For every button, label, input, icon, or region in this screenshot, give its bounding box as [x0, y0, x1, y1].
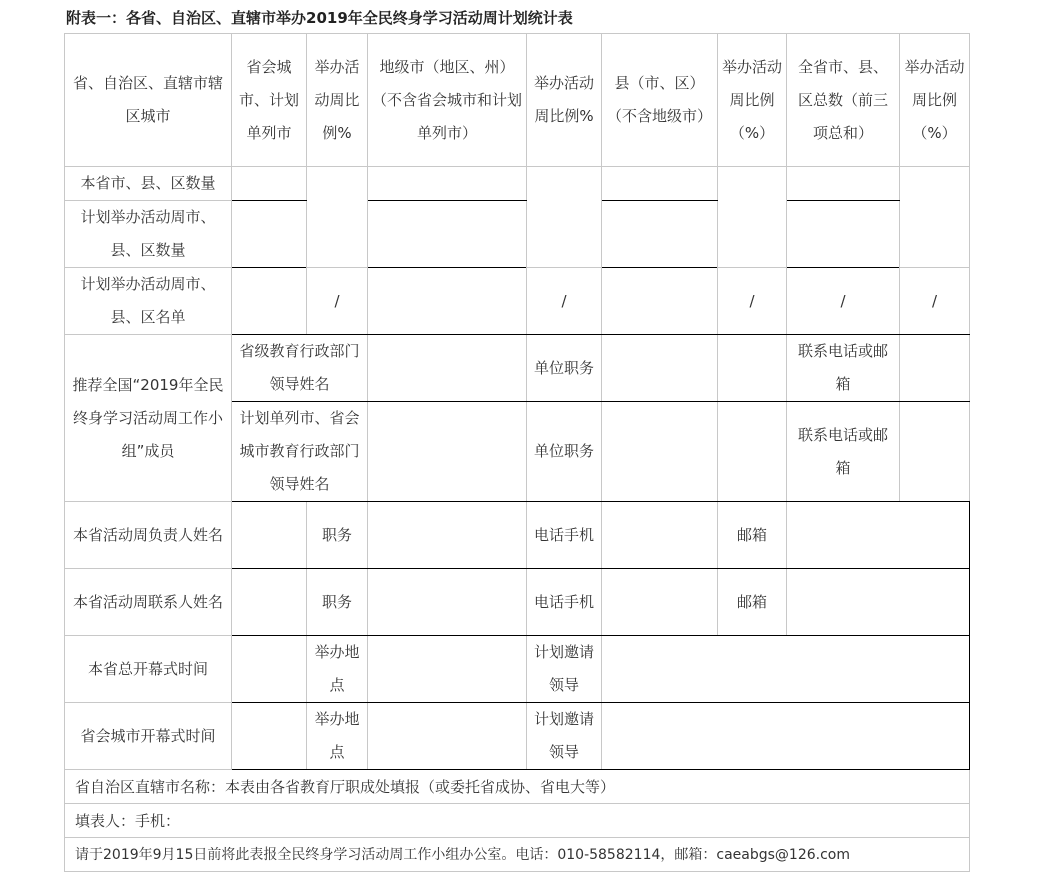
cell-empty[interactable] — [232, 268, 307, 335]
label-email: 邮箱 — [718, 502, 787, 569]
cell-empty[interactable] — [232, 636, 307, 703]
cell-empty[interactable] — [602, 167, 718, 201]
row-city-opening — [65, 703, 970, 770]
label-prov-open: 本省总开幕式时间 — [65, 636, 232, 703]
label-venue: 举办地点 — [307, 703, 368, 770]
label-contact: 联系电话或邮箱 — [787, 335, 900, 402]
row-plan-list — [65, 268, 970, 335]
label-unit-position: 单位职务 — [527, 402, 602, 502]
cell-empty[interactable] — [232, 201, 307, 268]
label-prov-leader: 省级教育行政部门领导姓名 — [232, 335, 368, 402]
label-plan-list: 计划举办活动周市、县、区名单 — [65, 268, 232, 335]
cell-empty[interactable] — [900, 335, 970, 402]
header-prefecture-cities: 地级市（地区、州）（不含省会城市和计划单列市） — [368, 34, 527, 167]
row-recommend-1 — [65, 335, 970, 402]
cell-empty[interactable] — [368, 703, 527, 770]
cell-empty[interactable] — [787, 569, 970, 636]
cell-empty[interactable] — [368, 636, 527, 703]
row-contact — [65, 569, 970, 636]
cell-empty[interactable] — [787, 502, 970, 569]
cell-slash: / — [307, 268, 368, 335]
label-phone: 电话手机 — [527, 502, 602, 569]
label-unit-position: 单位职务 — [527, 335, 602, 402]
label-city-open: 省会城市开幕式时间 — [65, 703, 232, 770]
label-venue: 举办地点 — [307, 636, 368, 703]
header-ratio-2: 举办活动周比例% — [527, 34, 602, 167]
note-line-1: 省自治区直辖市名称：本表由各省教育厅职成处填报（或委托省成协、省电大等） — [65, 770, 970, 804]
label-count: 本省市、县、区数量 — [65, 167, 232, 201]
cell-empty[interactable] — [602, 703, 970, 770]
header-region: 省、自治区、直辖市辖区城市 — [65, 34, 232, 167]
label-city-leader: 计划单列市、省会城市教育行政部门领导姓名 — [232, 402, 368, 502]
cell-empty[interactable] — [602, 335, 718, 402]
cell-empty[interactable] — [602, 201, 718, 268]
page-title: 附表一：各省、自治区、直辖市举办2019年全民终身学习活动周计划统计表 — [66, 9, 573, 27]
row-responsible — [65, 502, 970, 569]
label-position: 职务 — [307, 502, 368, 569]
cell-empty[interactable] — [368, 201, 527, 268]
label-email: 邮箱 — [718, 569, 787, 636]
cell-empty[interactable] — [232, 167, 307, 201]
cell-empty[interactable] — [602, 636, 970, 703]
header-counties: 县（市、区）（不含地级市） — [602, 34, 718, 167]
label-contact-person: 本省活动周联系人姓名 — [65, 569, 232, 636]
note-line-3: 请于2019年9月15日前将此表报全民终身学习活动周工作小组办公室。电话：010-58582114，邮箱：caeabgs@126.com — [65, 838, 970, 872]
label-invite: 计划邀请领导 — [527, 703, 602, 770]
row-prov-opening — [65, 636, 970, 703]
label-position: 职务 — [307, 569, 368, 636]
header-ratio-3: 举办活动周比例（%） — [718, 34, 787, 167]
statistics-table — [64, 33, 970, 872]
cell-empty[interactable] — [232, 569, 307, 636]
cell-empty[interactable] — [368, 502, 527, 569]
cell-empty[interactable] — [602, 268, 718, 335]
cell-empty[interactable] — [368, 402, 527, 502]
cell-empty[interactable] — [368, 335, 527, 402]
cell-empty[interactable] — [602, 402, 718, 502]
cell-empty[interactable] — [718, 167, 787, 268]
header-row — [65, 34, 970, 167]
cell-empty[interactable] — [787, 201, 900, 268]
cell-empty[interactable] — [307, 167, 368, 268]
row-note-3 — [65, 838, 970, 872]
label-plan-count: 计划举办活动周市、县、区数量 — [65, 201, 232, 268]
cell-empty[interactable] — [527, 167, 602, 268]
label-recommend: 推荐全国“2019年全民终身学习活动周工作小组”成员 — [65, 335, 232, 502]
cell-empty[interactable] — [718, 335, 787, 402]
cell-slash: / — [787, 268, 900, 335]
cell-empty[interactable] — [232, 703, 307, 770]
row-note-1 — [65, 770, 970, 804]
cell-empty[interactable] — [900, 167, 970, 268]
header-ratio-4: 举办活动周比例（%） — [900, 34, 970, 167]
cell-empty[interactable] — [602, 502, 718, 569]
label-contact: 联系电话或邮箱 — [787, 402, 900, 502]
header-ratio-1: 举办活动周比例% — [307, 34, 368, 167]
header-capital-cities: 省会城市、计划单列市 — [232, 34, 307, 167]
cell-empty[interactable] — [787, 167, 900, 201]
cell-empty[interactable] — [900, 402, 970, 502]
row-note-2 — [65, 804, 970, 838]
cell-empty[interactable] — [368, 167, 527, 201]
cell-empty[interactable] — [368, 569, 527, 636]
cell-empty[interactable] — [232, 502, 307, 569]
note-line-2: 填表人：手机： — [65, 804, 970, 838]
cell-slash: / — [527, 268, 602, 335]
cell-slash: / — [900, 268, 970, 335]
row-plan-count — [65, 201, 970, 268]
cell-slash: / — [718, 268, 787, 335]
cell-empty[interactable] — [718, 402, 787, 502]
cell-empty[interactable] — [368, 268, 527, 335]
label-invite: 计划邀请领导 — [527, 636, 602, 703]
cell-empty[interactable] — [602, 569, 718, 636]
label-resp-person: 本省活动周负责人姓名 — [65, 502, 232, 569]
label-phone: 电话手机 — [527, 569, 602, 636]
row-count — [65, 167, 970, 201]
header-total: 全省市、县、区总数（前三项总和） — [787, 34, 900, 167]
